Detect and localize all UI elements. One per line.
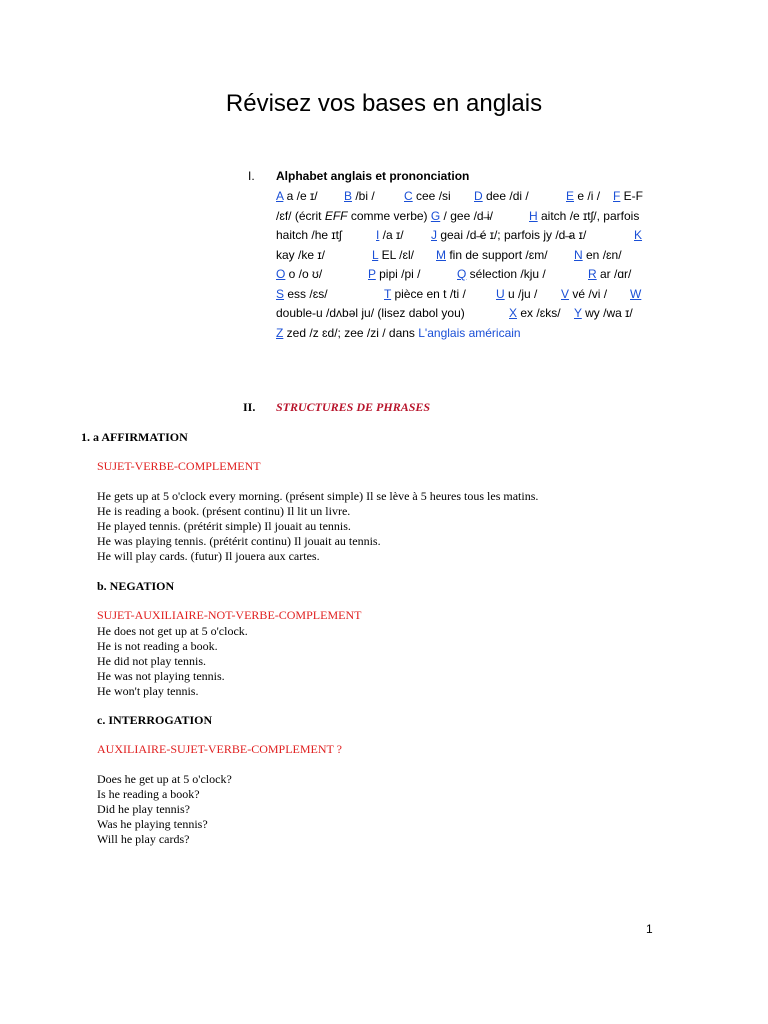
alphabet-entry: double-u /dʌbəl ju/ (lisez dabol you): [276, 306, 465, 320]
negation-pattern: SUJET-AUXILIAIRE-NOT-VERBE-COMPLEMENT: [97, 608, 362, 622]
alphabet-entry: C cee /si: [404, 189, 451, 203]
example-line: He won't play tennis.: [97, 684, 199, 698]
letter-link[interactable]: V: [561, 287, 570, 301]
alphabet-entry: R ar /ɑr/: [588, 267, 632, 281]
letter-link[interactable]: M: [436, 248, 446, 262]
example-line: Will he play cards?: [97, 832, 190, 846]
page-number: 1: [646, 922, 653, 936]
letter-link[interactable]: N: [574, 248, 583, 262]
example-line: Was he playing tennis?: [97, 817, 208, 831]
letter-link[interactable]: O: [276, 267, 286, 281]
alphabet-entry: L EL /ɛl/: [372, 248, 414, 262]
section-1-title: Alphabet anglais et prononciation: [276, 169, 470, 183]
letter-link[interactable]: H: [529, 209, 538, 223]
letter-link[interactable]: Z: [276, 326, 284, 340]
example-line: He was not playing tennis.: [97, 669, 225, 683]
example-line: He was playing tennis. (prétérit continu) Il jouait au tennis.: [97, 534, 381, 548]
alphabet-entry: kay /ke ɪ/: [276, 248, 325, 262]
alphabet-entry: D dee /di /: [474, 189, 529, 203]
alphabet-entry: [630, 286, 641, 302]
example-line: He played tennis. (prétérit simple) Il jouait au tennis.: [97, 519, 351, 533]
section-2-number: II.: [243, 400, 256, 414]
alphabet-entry: B /bi /: [344, 189, 375, 203]
example-line: Did he play tennis?: [97, 802, 190, 816]
example-line: Is he reading a book?: [97, 787, 200, 801]
letter-link[interactable]: I: [376, 228, 380, 242]
letter-link[interactable]: E: [566, 189, 575, 203]
letter-link[interactable]: J: [431, 228, 437, 242]
letter-link[interactable]: A: [276, 189, 284, 203]
alphabet-entry: A a /e ɪ/: [276, 189, 318, 203]
letter-link[interactable]: U: [496, 287, 505, 301]
alphabet-entry: F E-F: [613, 189, 644, 203]
american-english-link[interactable]: L'anglais américain: [418, 326, 521, 340]
negation-examples: [97, 624, 248, 699]
alphabet-entry: [634, 227, 642, 243]
page-title: Révisez vos bases en anglais: [225, 90, 543, 117]
example-line: He is not reading a book.: [97, 639, 218, 653]
affirmation-heading: 1. a AFFIRMATION: [81, 430, 188, 444]
alphabet-entry: I /a ɪ/: [376, 228, 404, 242]
letter-link[interactable]: S: [276, 287, 285, 301]
section-1-number: I.: [248, 169, 255, 183]
example-line: He is reading a book. (présent continu) Il lit un livre.: [97, 504, 351, 518]
example-line: He gets up at 5 o'clock every morning. (présent simple) Il se lève à 5 heures tous les matins.: [97, 489, 539, 503]
example-line: Does he get up at 5 o'clock?: [97, 772, 232, 786]
section-2-title: STRUCTURES DE PHRASES: [276, 400, 431, 414]
alphabet-entry: U u /ju /: [496, 287, 538, 301]
letter-link[interactable]: X: [509, 306, 518, 320]
alphabet-entry: haitch /he ɪtʃ: [276, 228, 342, 242]
example-line: He did not play tennis.: [97, 654, 206, 668]
letter-link[interactable]: P: [368, 267, 376, 281]
interrogation-heading: c. INTERROGATION: [97, 713, 213, 727]
example-line: He will play cards. (futur) Il jouera aux cartes.: [97, 549, 320, 563]
letter-link[interactable]: D: [474, 189, 483, 203]
affirmation-examples: [97, 489, 538, 564]
letter-link[interactable]: F: [613, 189, 621, 203]
alphabet-entry: T pièce en t /ti /: [384, 287, 466, 301]
alphabet-entry: Z zed /z ɛd/; zee /zi / dans L'anglais américain: [276, 326, 521, 340]
alphabet-entry: Y wy /wa ɪ/: [574, 306, 633, 320]
letter-link[interactable]: G: [430, 209, 441, 223]
alphabet-entry: H aitch /e ɪtʃ/, parfois: [529, 209, 640, 223]
letter-link[interactable]: R: [588, 267, 597, 281]
alphabet-entry: S ess /ɛs/: [276, 287, 328, 301]
interrogation-pattern: AUXILIAIRE-SUJET-VERBE-COMPLEMENT ?: [97, 742, 342, 756]
alphabet-entry: E e /i /: [566, 189, 601, 203]
alphabet-entry: /ɛf/ (écrit EFF comme verbe) G / gee /d ̶i/: [276, 209, 493, 223]
alphabet-entry: O o /o ʊ/: [276, 267, 323, 281]
letter-link[interactable]: B: [344, 189, 353, 203]
alphabet-entry: V vé /vi /: [561, 287, 608, 301]
affirmation-pattern: SUJET-VERBE-COMPLEMENT: [97, 459, 261, 473]
alphabet-entry: X ex /ɛks/: [509, 306, 561, 320]
negation-heading: b. NEGATION: [97, 579, 175, 593]
letter-link[interactable]: L: [372, 248, 379, 262]
letter-link[interactable]: K: [634, 228, 643, 242]
letter-link[interactable]: T: [384, 287, 392, 301]
letter-link[interactable]: Y: [574, 306, 582, 320]
letter-link[interactable]: C: [404, 189, 413, 203]
interrogation-examples: [97, 772, 232, 847]
letter-link[interactable]: W: [630, 287, 642, 301]
alphabet-entry: M fin de support /ɛm/: [436, 248, 548, 262]
letter-link[interactable]: Q: [457, 267, 467, 281]
alphabet-entry: P pipi /pi /: [368, 267, 421, 281]
alphabet-entry: N en /ɛn/: [574, 248, 622, 262]
alphabet-entry: J geai /d ̶é ɪ/; parfois jy /d ̶a ɪ/: [431, 228, 587, 242]
alphabet-entry: Q sélection /kju /: [457, 267, 546, 281]
example-line: He does not get up at 5 o'clock.: [97, 624, 248, 638]
